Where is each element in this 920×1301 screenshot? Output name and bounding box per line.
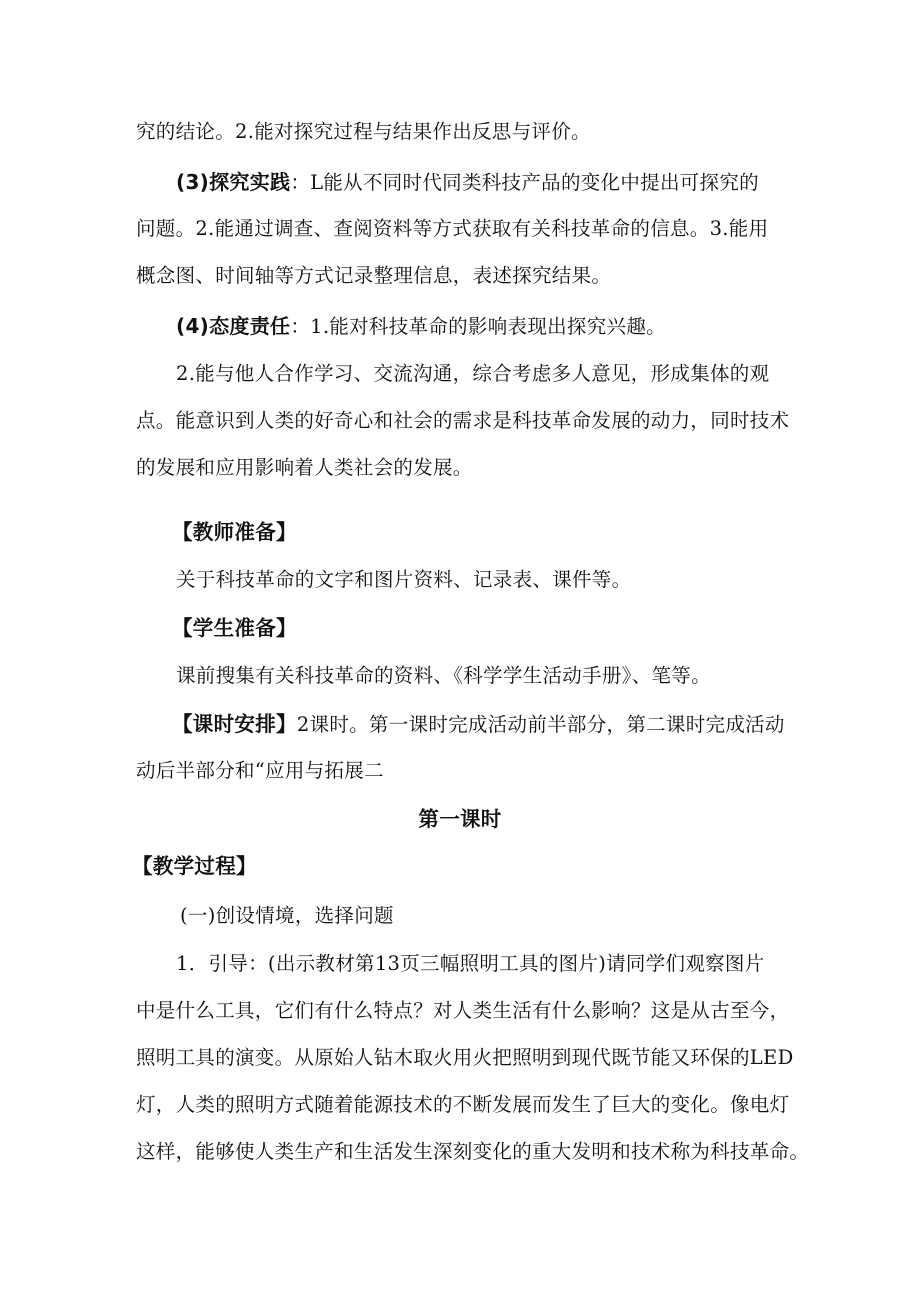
- text-line: [172, 710, 832, 739]
- text-line: 灯，人类的照明方式随着能源技术的不断发展而发生了巨大的变化。像电灯: [136, 1093, 790, 1116]
- text-line: 照明工具的演变。从原始人钻木取火用火把照明到现代既节能又环保的LED: [136, 1046, 794, 1069]
- text-span: 2课时。第一课时完成活动前半部分，第二课时完成活动: [296, 713, 785, 736]
- text-span: ：1.能对科技革命的影响表现出探究兴趣。: [290, 315, 666, 338]
- schedule-label: 【课时安排】: [172, 712, 297, 736]
- section-label: (3)探究实践: [176, 170, 291, 194]
- text-line: 的发展和应用影响着人类社会的发展。: [136, 456, 473, 479]
- text-line: 动后半部分和“应用与拓展二: [136, 759, 384, 782]
- text-span: ：L能从不同时代同类科技产品的变化中提出可探究的: [290, 171, 759, 194]
- lesson-title: 第一课时: [418, 807, 502, 831]
- section-heading: (一)创设情境，选择问题: [180, 904, 394, 927]
- text-line: 概念图、时间轴等方式记录整理信息，表述探究结果。: [136, 264, 612, 287]
- text-line: 1．引导：(出示教材第13页三幅照明工具的图片)请同学们观察图片: [176, 952, 765, 975]
- text-line: 中是什么工具，它们有什么特点？对人类生活有什么影响？这是从古至今，: [136, 999, 790, 1022]
- text-line: [176, 168, 836, 197]
- teacher-prep-heading: 【教师准备】: [172, 520, 297, 544]
- text-line: 究的结论。2.能对探究过程与结果作出反思与评价。: [136, 120, 591, 143]
- student-prep-text: 课前搜集有关科技革命的资料、《科学学生活动手册》、笔等。: [176, 664, 711, 687]
- text-line: 点。能意识到人类的好奇心和社会的需求是科技革命发展的动力，同时技术: [136, 409, 790, 432]
- student-prep-heading: 【学生准备】: [172, 616, 297, 640]
- text-line: [176, 312, 836, 341]
- text-line: 这样，能够使人类生产和生活发生深刻变化的重大发明和技术称为科技革命。: [136, 1140, 810, 1163]
- text-line: 问题。2.能通过调查、查阅资料等方式获取有关科技革命的信息。3.能用: [136, 217, 769, 240]
- teaching-process-heading: 【教学过程】: [132, 854, 257, 878]
- teacher-prep-text: 关于科技革命的文字和图片资料、记录表、课件等。: [176, 568, 632, 591]
- text-line: 2.能与他人合作学习、交流沟通，综合考虑多人意见，形成集体的观: [176, 362, 770, 385]
- section-label: (4)态度责任: [176, 314, 291, 338]
